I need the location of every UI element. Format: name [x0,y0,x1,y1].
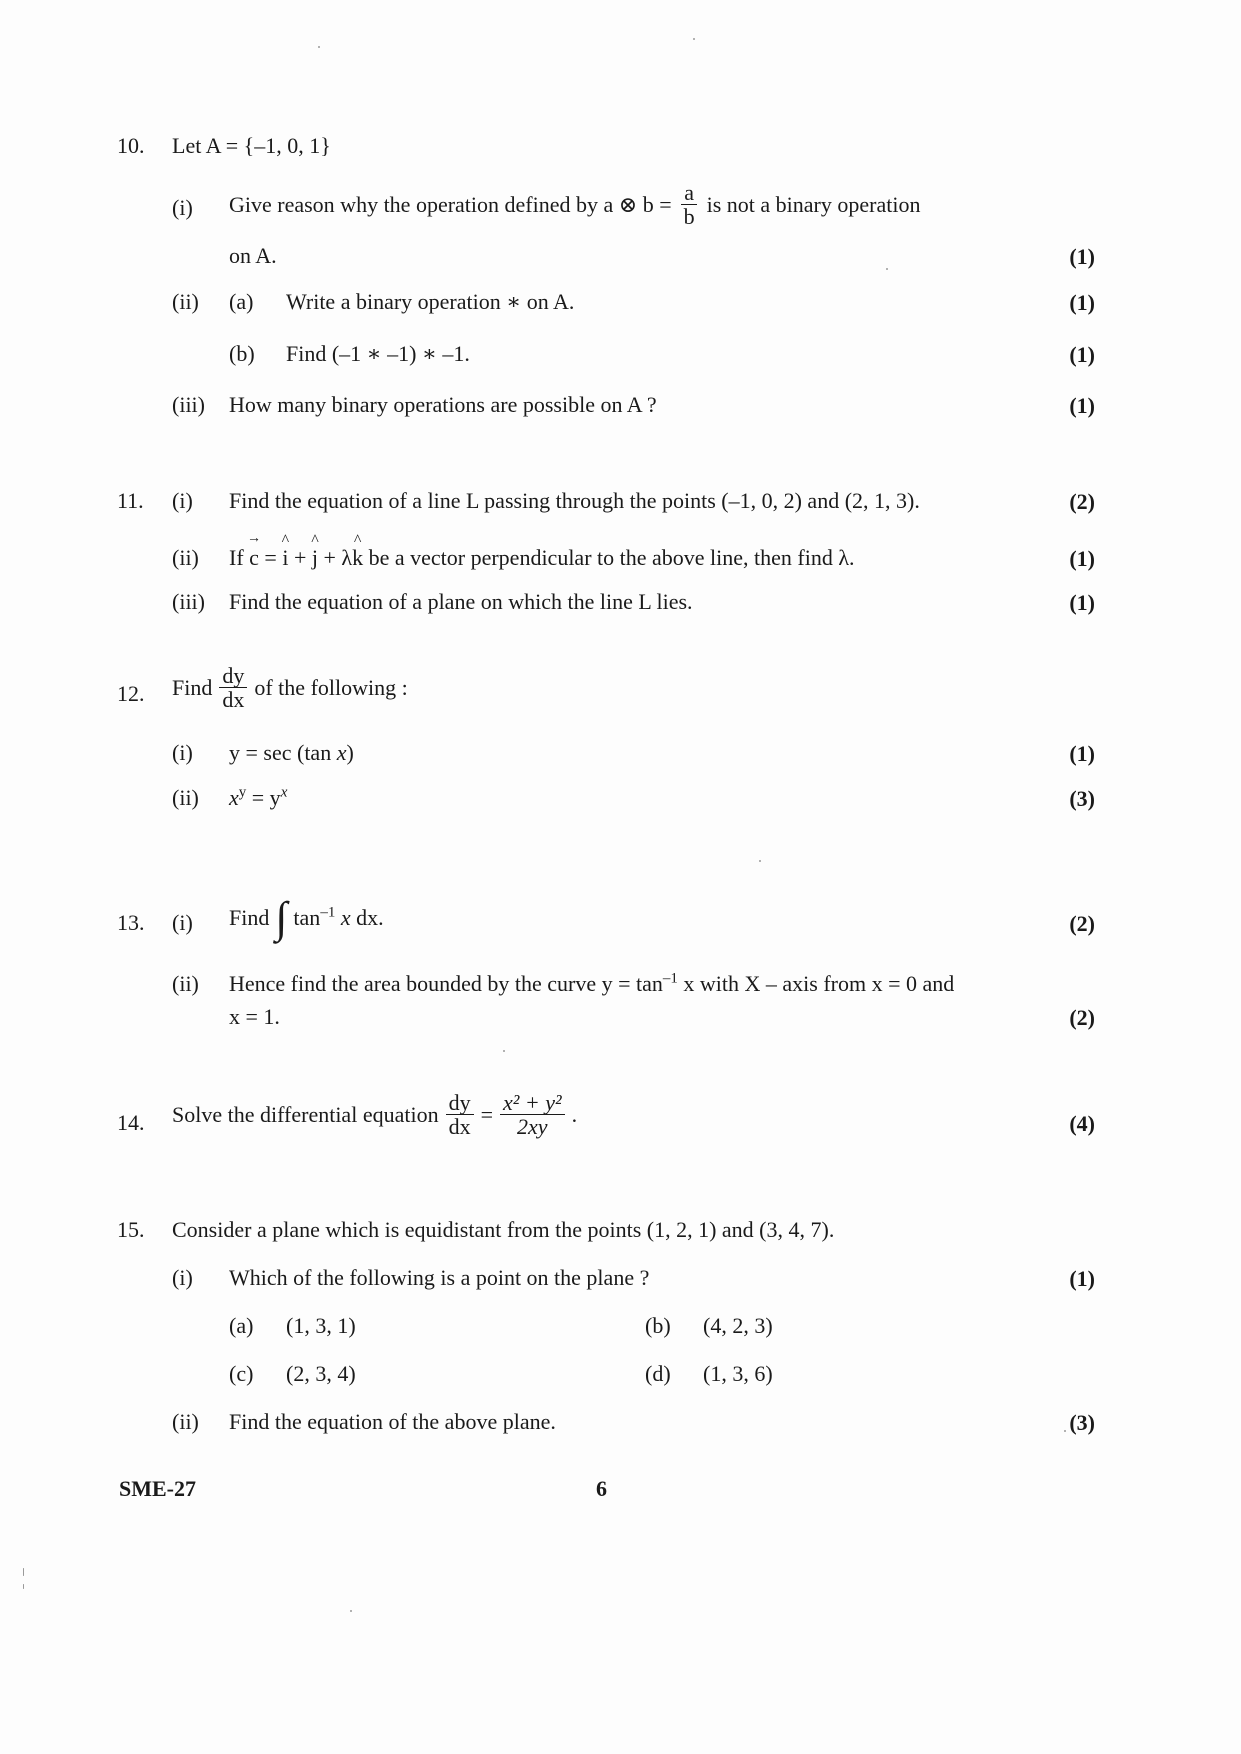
part-i-continuation: on A. [229,243,277,268]
scan-speck [23,1568,24,1576]
unit-k: ^ k [352,546,363,570]
part-label: (ii) [172,1409,199,1434]
scan-speck [886,268,888,270]
question-number: 12. [117,681,145,706]
part-text: Find the equation of a line L passing through the points (–1, 0, 2) and (2, 1, 3). [229,488,920,513]
fraction-a-over-b: $\frac{a}{b}$ [681,181,698,228]
vector-c: → c [249,546,259,570]
option-value: (1, 3, 1) [286,1313,356,1338]
marks: (2) [1069,911,1095,936]
question-number: 13. [117,910,145,935]
part-label: (ii) [172,545,199,570]
marks: (1) [1069,1266,1095,1291]
marks: (2) [1069,1005,1095,1030]
part-label: (i) [172,195,193,220]
unit-i: ^ i [282,546,288,570]
scan-speck [503,1050,505,1052]
part-text: Find the equation of a plane on which the line L lies. [229,589,693,614]
part-text: Find ∫ $\tan^{-1} x$ dx. [229,893,384,942]
question-number: 14. [117,1110,145,1135]
marks: (1) [1069,741,1095,766]
question-number: 10. [117,133,145,158]
question-stem: Let A = {–1, 0, 1} [172,133,331,158]
derivative-fraction: $\frac{dy}{dx}$ [219,664,247,711]
subpart-text: Find (–1 ∗ –1) ∗ –1. [286,341,470,366]
marks: (1) [1069,244,1095,269]
part-label: (ii) [172,785,199,810]
derivative-fraction: $\frac{dy}{dx}$ [446,1091,474,1138]
vector-expression: If → c = ^ i + ^ j + λ^ k be a vector perpendicular to the above line, then find λ. [229,546,855,570]
subpart-text: Write a binary operation ∗ on A. [286,289,575,314]
question-stem: Solve the differential equation $\frac{dy}{dx}$ = $\frac{\text{x² + y²}}{2xy}$ . [172,1090,578,1140]
part-label: (iii) [172,392,205,417]
subpart-label: (b) [229,341,255,366]
part-label: (ii) [172,971,199,996]
option-value: (2, 3, 4) [286,1361,356,1386]
part-text: Which of the following is a point on the plane ? [229,1265,650,1290]
option-label: (d) [645,1361,671,1386]
part-i-text: Give reason why the operation defined by a ⊗ b = $\frac{a}{b}$ is not a binary operation [229,180,921,230]
marks: (3) [1069,786,1095,811]
part-label: (i) [172,910,193,935]
subpart-label: (a) [229,289,254,314]
option-label: (c) [229,1361,254,1386]
scan-speck [693,38,695,40]
rhs-fraction: $\frac{\text{x² + y²}}{2xy}$ [500,1091,565,1138]
scan-speck [318,46,320,48]
question-stem: Consider a plane which is equidistant from the points (1, 2, 1) and (3, 4, 7). [172,1217,835,1242]
part-text: y = sec (tan x) [229,740,354,765]
option-value: (1, 3, 6) [703,1361,773,1386]
part-label: (ii) [172,289,199,314]
question-number: 15. [117,1217,145,1242]
option-label: (a) [229,1313,254,1338]
part-text: $x^y = y^x$ [229,784,288,810]
scan-speck [350,1610,352,1612]
marks: (4) [1069,1111,1095,1136]
part-label: (iii) [172,589,205,614]
marks: (1) [1069,393,1095,418]
part-text: Find the equation of the above plane. [229,1409,556,1434]
marks: (1) [1069,342,1095,367]
marks: (1) [1069,546,1095,571]
option-value: (4, 2, 3) [703,1313,773,1338]
marks: (1) [1069,590,1095,615]
part-label: (i) [172,488,193,513]
part-label: (i) [172,1265,193,1290]
marks: (2) [1069,489,1095,514]
part-label: (i) [172,740,193,765]
scan-speck [759,860,761,862]
marks: (1) [1069,290,1095,315]
part-text: How many binary operations are possible on A ? [229,392,657,417]
question-number: 11. [117,488,144,513]
marks: (3) [1069,1410,1095,1435]
integral-sign: ∫ [275,893,288,942]
page-number: 6 [596,1476,607,1501]
part-continuation: x = 1. [229,1004,280,1029]
part-text: Hence find the area bounded by the curve $y = \tan^{-1} x$ with X – axis from x = 0 and [229,970,955,996]
paper-code: SME-27 [119,1476,196,1501]
unit-j: ^ j [312,546,318,570]
option-label: (b) [645,1313,671,1338]
scan-speck [23,1584,24,1589]
question-stem: Find $\frac{dy}{dx}$ of the following : [172,663,408,713]
